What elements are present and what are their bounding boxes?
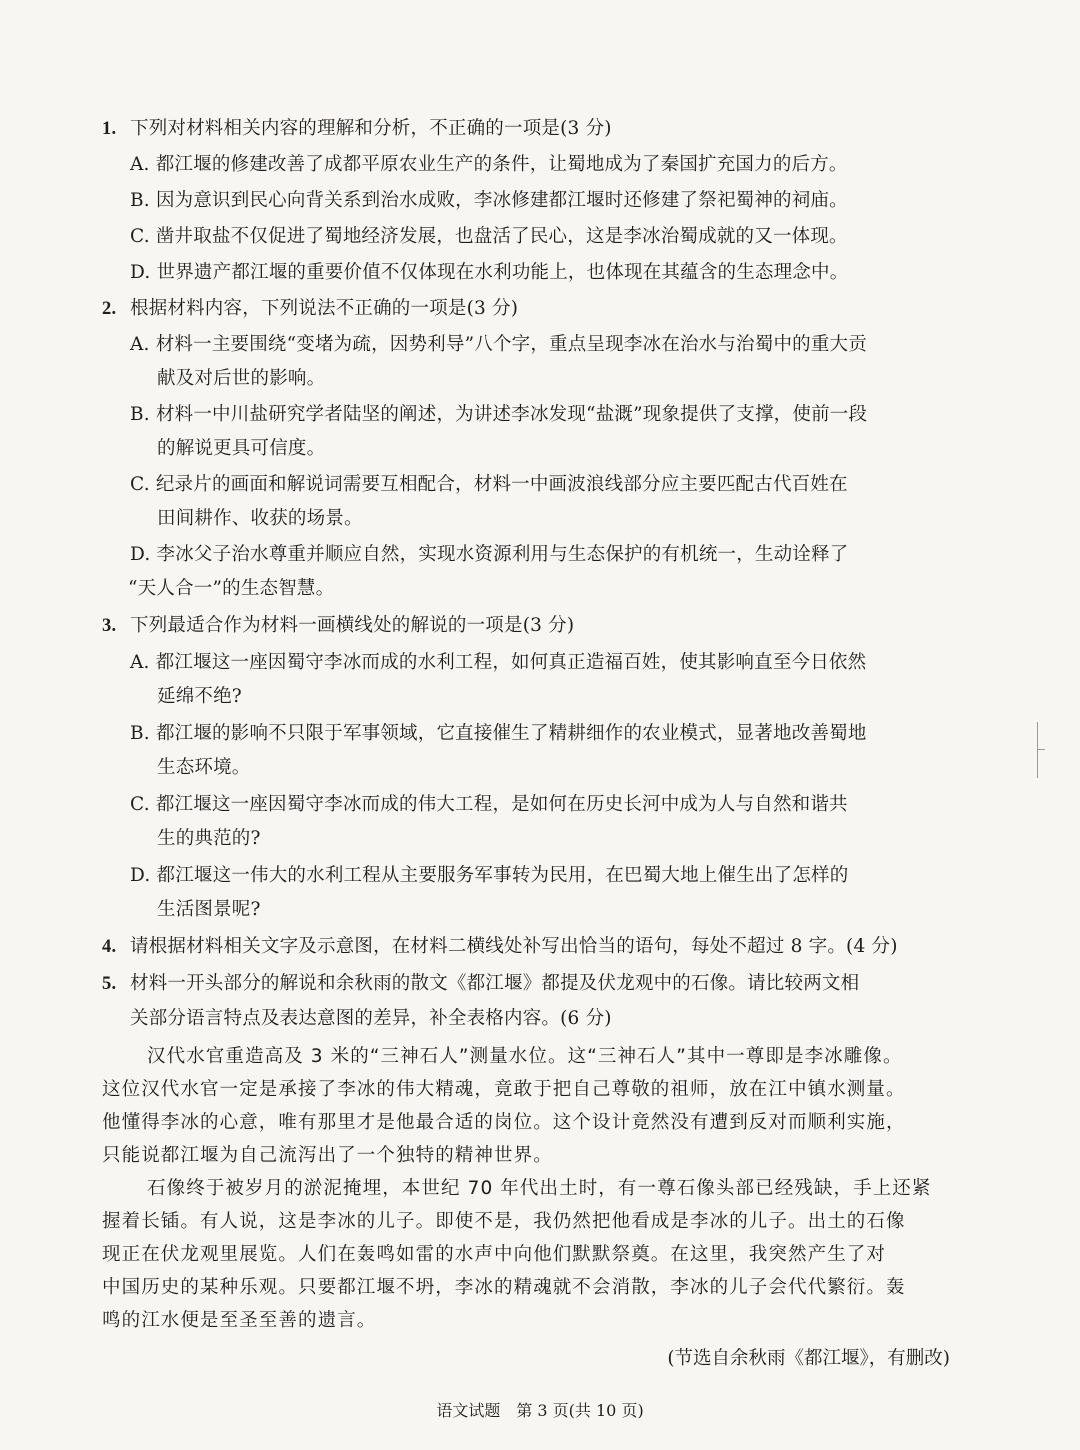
question-text: 下列对材料相关内容的理解和分析，不正确的一项是(3 分) [130,118,612,139]
excerpt-line: 只能说都江堰为自己流泻出了一个独特的精神世界。 [102,1145,553,1166]
question-1-option-a: A. 都江堰的修建改善了成都平原农业生产的条件，让蜀地成为了秦国扩充国力的后方。 [130,154,848,175]
question-3-option-a-line-2: 延绵不绝? [157,686,242,707]
question-2-stem [102,296,518,322]
page-footer: 语文试题 第 3 页(共 10 页) [436,1401,644,1420]
question-2-option-a-line-2: 献及对后世的影响。 [157,368,326,389]
question-5-stem-line-2: 关部分语言特点及表达意图的差异，补全表格内容。(6 分) [130,1008,612,1029]
question-3-option-c-line-2: 生的典范的? [157,828,261,849]
question-2-option-d-line-1: D. 李冰父子治水尊重并顺应自然，实现水资源利用与生态保护的有机统一，生动诠释了 [130,544,849,565]
question-1-option-c: C. 凿井取盐不仅促进了蜀地经济发展，也盘活了民心，这是李冰治蜀成就的又一体现。 [130,226,848,247]
question-3-option-b-line-2: 生态环境。 [157,757,251,778]
scan-edge-mark [1037,722,1038,778]
excerpt-line: 中国历史的某种乐观。只要都江堰不坍，李冰的精魂就不会消散，李冰的儿子会代代繁衍。轰 [102,1277,906,1298]
excerpt-line: 现正在伏龙观里展览。人们在轰鸣如雷的水声中向他们默默祭奠。在这里，我突然产生了对 [102,1244,887,1265]
question-text: 请根据材料相关文字及示意图，在材料二横线处补写出恰当的语句，每处不超过 8 字。(4 分) [130,936,898,957]
excerpt-source: (节选自余秋雨《都江堰》，有删改) [667,1348,950,1369]
question-1-option-d: D. 世界遗产都江堰的重要价值不仅体现在水利功能上，也体现在其蕴含的生态理念中。 [130,262,849,283]
question-3-option-d-line-1: D. 都江堰这一伟大的水利工程从主要服务军事转为民用，在巴蜀大地上催生出了怎样的 [130,865,849,886]
question-number: 4. [102,937,117,957]
question-3-option-a-line-1: A. 都江堰这一座因蜀守李冰而成的水利工程，如何真正造福百姓，使其影响直至今日依然 [130,652,867,673]
question-text: 下列最适合作为材料一画横线处的解说的一项是(3 分) [130,615,575,636]
scan-edge-tick [1037,749,1045,750]
excerpt-line: 这位汉代水官一定是承接了李冰的伟大精魂，竟敢于把自己尊敬的祖师，放在江中镇水测量。 [102,1079,906,1100]
excerpt-line: 他懂得李冰的心意，唯有那里才是他最合适的岗位。这个设计竟然没有遭到反对而顺利实施， [102,1112,906,1133]
question-2-option-a-line-1: A. 材料一主要围绕“变堵为疏，因势利导”八个字，重点呈现李冰在治水与治蜀中的重大贡 [130,334,867,355]
question-2-option-c-line-2: 田间耕作、收获的场景。 [157,508,363,529]
question-2-option-d-line-2: “天人合一”的生态智慧。 [128,578,335,599]
excerpt-line: 握着长锸。有人说，这是李冰的儿子。即使不是，我仍然把他看成是李冰的儿子。出土的石像 [102,1211,906,1232]
question-5-stem [102,971,859,997]
excerpt-line: 鸣的江水便是至圣至善的遗言。 [102,1310,377,1331]
excerpt-line: 石像终于被岁月的淤泥掩埋，本世纪 70 年代出土时，有一尊石像头部已经残缺，手上还紧 [147,1178,932,1199]
excerpt-line: 汉代水官重造高及 3 米的“三神石人”测量水位。这“三神石人”其中一尊即是李冰雕像。 [147,1046,903,1067]
question-3-option-d-line-2: 生活图景呢? [157,899,261,920]
question-text: 根据材料内容，下列说法不正确的一项是(3 分) [130,298,519,319]
question-3-option-b-line-1: B. 都江堰的影响不只限于军事领域，它直接催生了精耕细作的农业模式，显著地改善蜀地 [130,723,867,744]
question-2-option-b-line-1: B. 材料一中川盐研究学者陆坚的阐述，为讲述李冰发现“盐溉”现象提供了支撑，使前一段 [130,404,868,425]
question-3-stem [102,613,574,639]
question-1-stem [102,116,612,142]
question-4-stem [102,934,898,960]
question-2-option-c-line-1: C. 纪录片的画面和解说词需要互相配合，材料一中画波浪线部分应主要匹配古代百姓在 [130,474,848,495]
question-1-option-b: B. 因为意识到民心向背关系到治水成败，李冰修建都江堰时还修建了祭祀蜀神的祠庙。 [130,190,848,211]
question-number: 5. [102,974,117,994]
question-number: 1. [102,119,117,139]
question-2-option-b-line-2: 的解说更具可信度。 [157,438,326,459]
question-3-option-c-line-1: C. 都江堰这一座因蜀守李冰而成的伟大工程，是如何在历史长河中成为人与自然和谐共 [130,794,848,815]
question-text: 材料一开头部分的解说和余秋雨的散文《都江堰》都提及伏龙观中的石像。请比较两文相 [130,973,860,994]
question-number: 2. [102,299,117,319]
question-number: 3. [102,616,117,636]
